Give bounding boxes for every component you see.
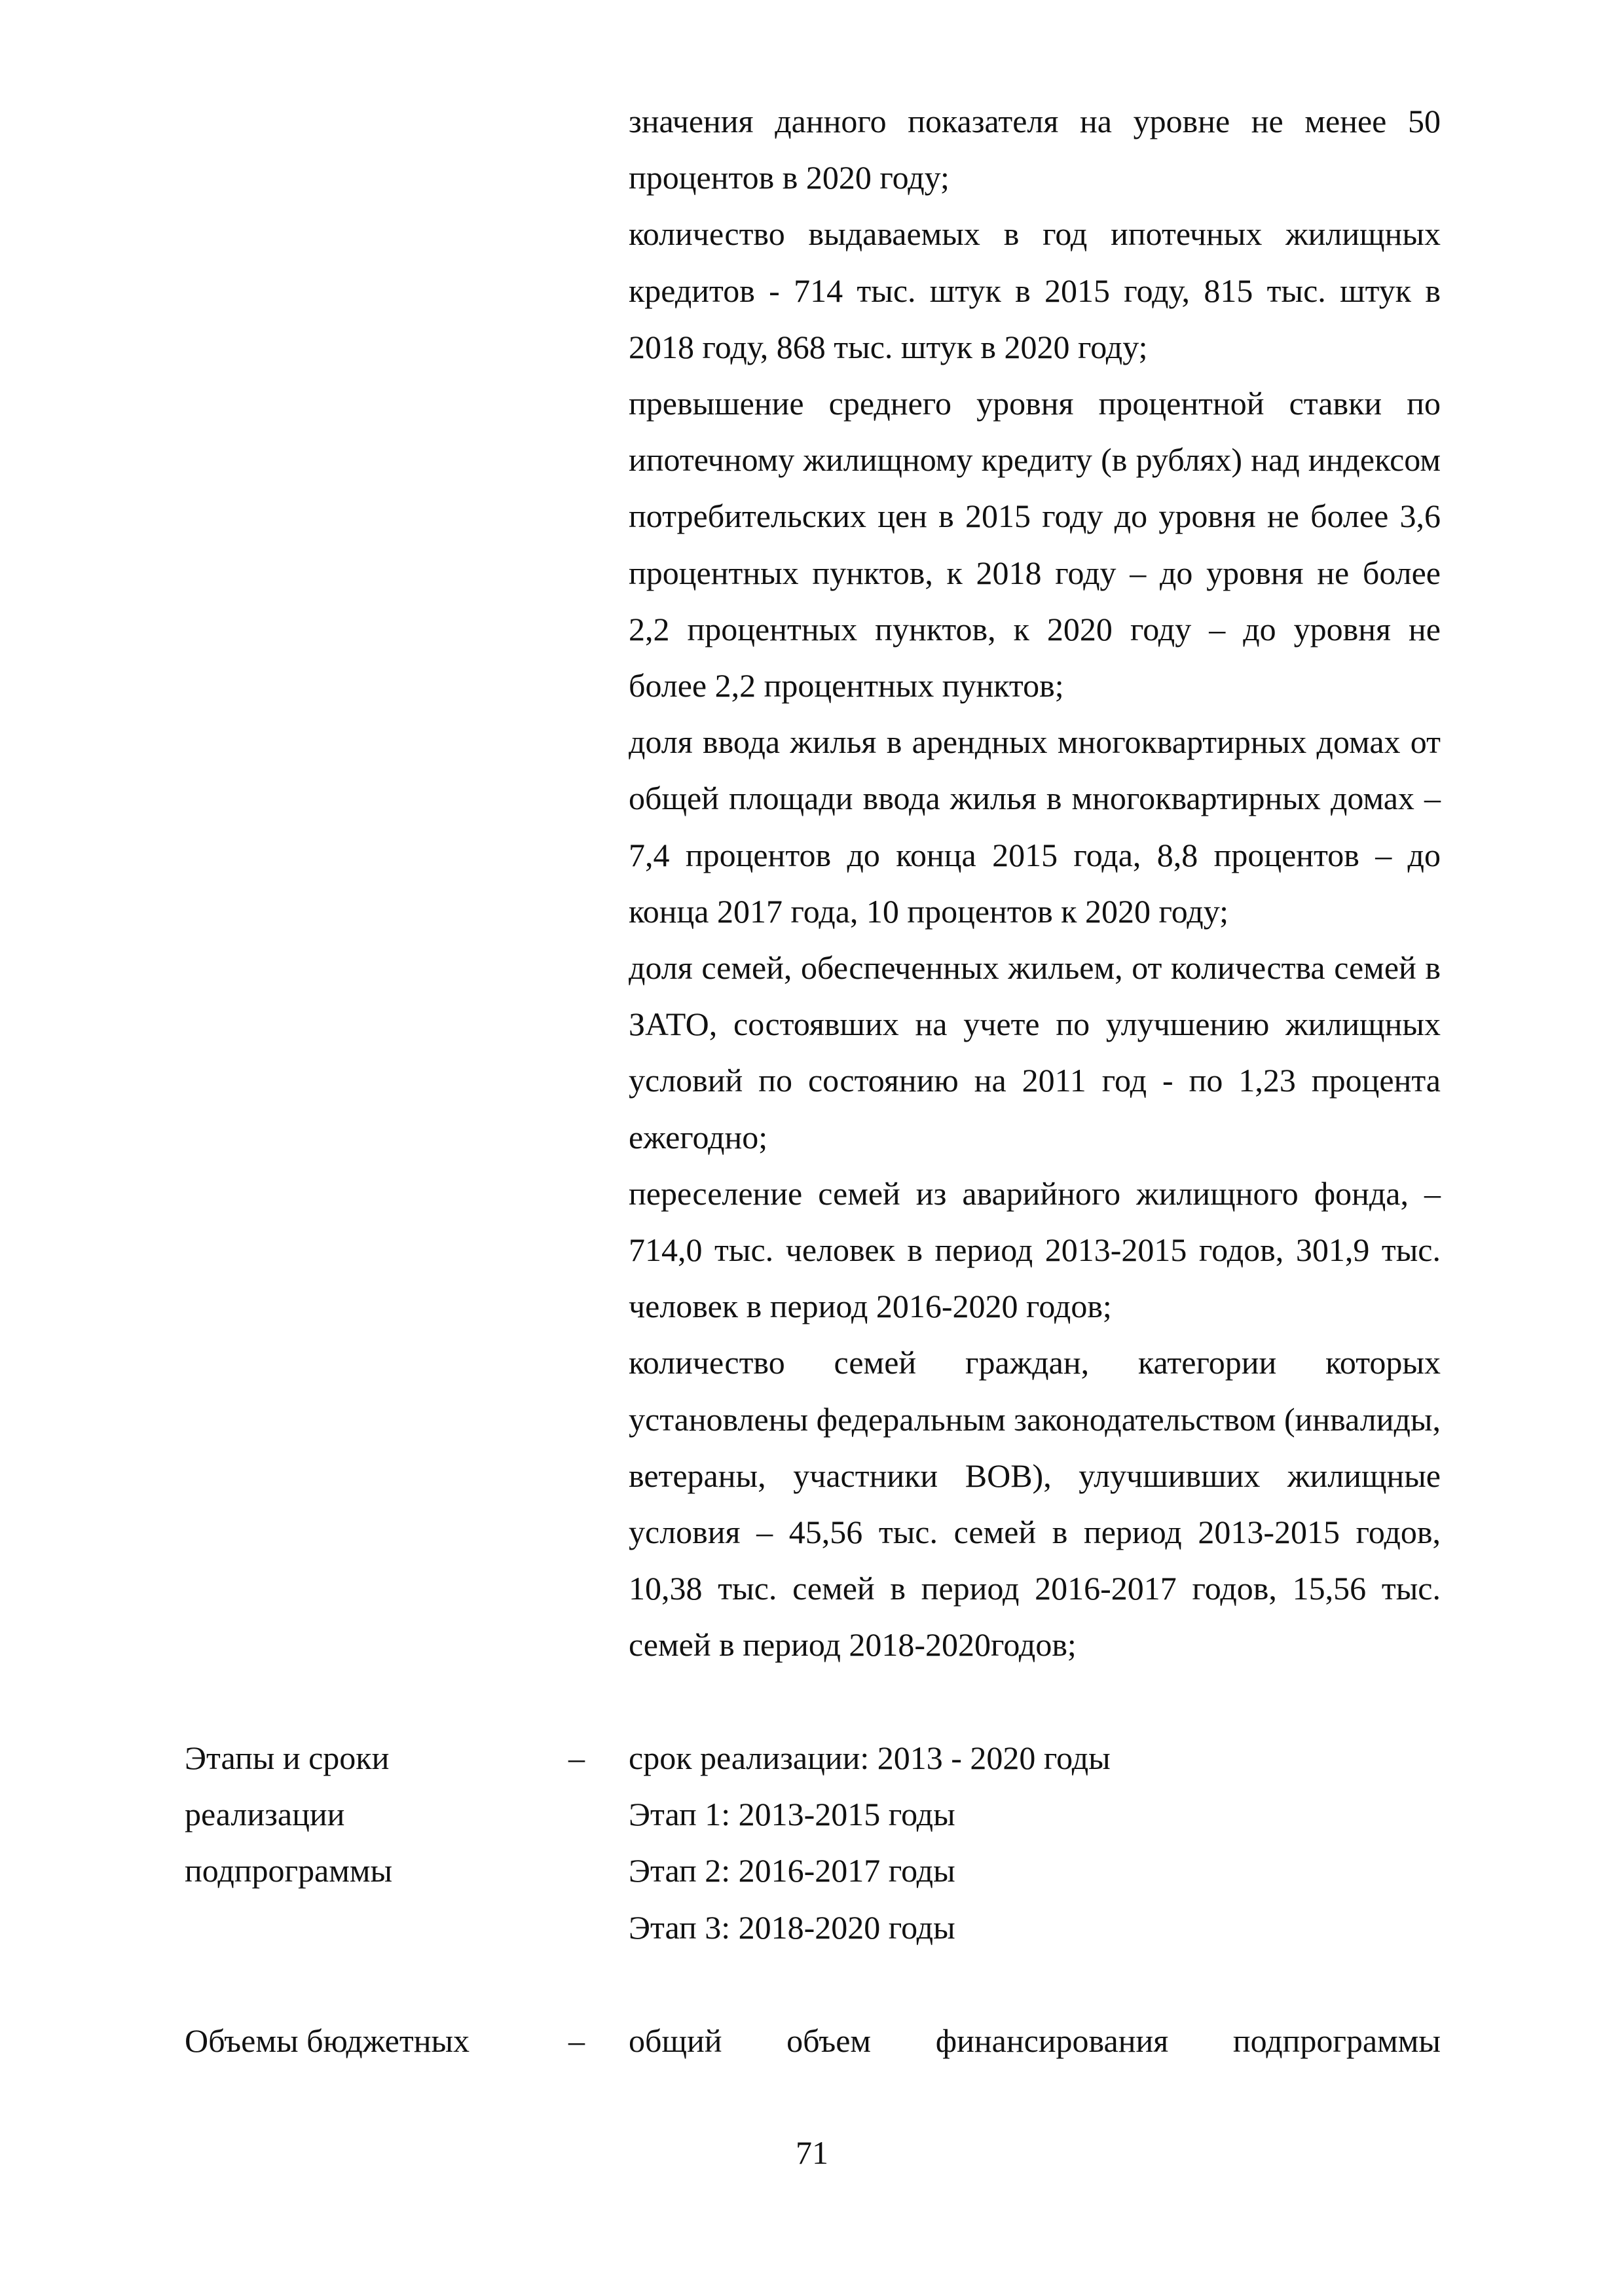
- paragraph-interest-rate: превышение среднего уровня процентной ставки по ипотечному жилищному кредиту (в рублях) над индексом потребительских цен в 2015 году до уровня не более 3,6 процентных пунктов, к 2018 году – до уровня не более 2,2 процентных пунктов, к 2020 году – до уровня не более 2,2 процентных пунктов;: [629, 385, 1441, 704]
- paragraph-federal-categories: количество семей граждан, категории которых установлены федеральным законодательством (инвалиды, ветераны, участники ВОВ), улучшивших жилищные условия – 45,56 тыс. семей в период 2013-2015 годов, 10,38 тыс. семей в период 2016-2017 годов, 15,56 тыс. семей в период 2018-2020годов;: [629, 1344, 1441, 1664]
- targets-column: [629, 93, 1441, 1673]
- stages-value-line: Этап 1: 2013-2015 годы: [629, 1796, 955, 1833]
- stages-label-line: подпрограммы: [185, 1852, 393, 1889]
- paragraph-resettlement: переселение семей из аварийного жилищного фонда, – 714,0 тыс. человек в период 2013-2015 годов, 301,9 тыс. человек в период 2016-2020 годов;: [629, 1175, 1441, 1325]
- budget-word: общий: [629, 2022, 722, 2059]
- budget-label: Объемы бюджетных: [185, 2022, 470, 2059]
- stages-dash: –: [568, 1740, 585, 1776]
- budget-value-line: [629, 2013, 1441, 2069]
- stages-label-line: Этапы и сроки: [185, 1740, 390, 1776]
- paragraph-mortgage-count: количество выдаваемых в год ипотечных жилищных кредитов - 714 тыс. штук в 2015 году, 815 тыс. штук в 2018 году, 868 тыс. штук в 2020 году;: [629, 215, 1441, 365]
- budget-dash: –: [568, 2022, 585, 2059]
- budget-word: финансирования: [935, 2022, 1169, 2059]
- budget-value: [629, 2013, 1441, 2069]
- budget-word: подпрограммы: [1232, 2022, 1441, 2059]
- paragraph-rental-housing: доля ввода жилья в арендных многоквартирных домах от общей площади ввода жилья в многоквартирных домах – 7,4 процентов до конца 2015 года, 8,8 процентов – до конца 2017 года, 10 процентов к 2020 году;: [629, 723, 1441, 930]
- paragraph-families-zato: доля семей, обеспеченных жильем, от количества семей в ЗАТО, состоявших на учете по улучшению жилищных условий по состоянию на 2011 год - по 1,23 процента ежегодно;: [629, 949, 1441, 1156]
- page-number: 71: [796, 2134, 828, 2171]
- stages-label: [185, 1730, 551, 1899]
- stages-value-line: срок реализации: 2013 - 2020 годы: [629, 1740, 1111, 1776]
- budget-word: объем: [786, 2022, 872, 2059]
- stages-value: [629, 1730, 1441, 1956]
- stages-label-line: реализации: [185, 1796, 345, 1833]
- paragraph-share-indicator: значения данного показателя на уровне не менее 50 процентов в 2020 году;: [629, 103, 1441, 196]
- stages-value-line: Этап 2: 2016-2017 годы: [629, 1852, 955, 1889]
- stages-value-line: Этап 3: 2018-2020 годы: [629, 1908, 955, 1946]
